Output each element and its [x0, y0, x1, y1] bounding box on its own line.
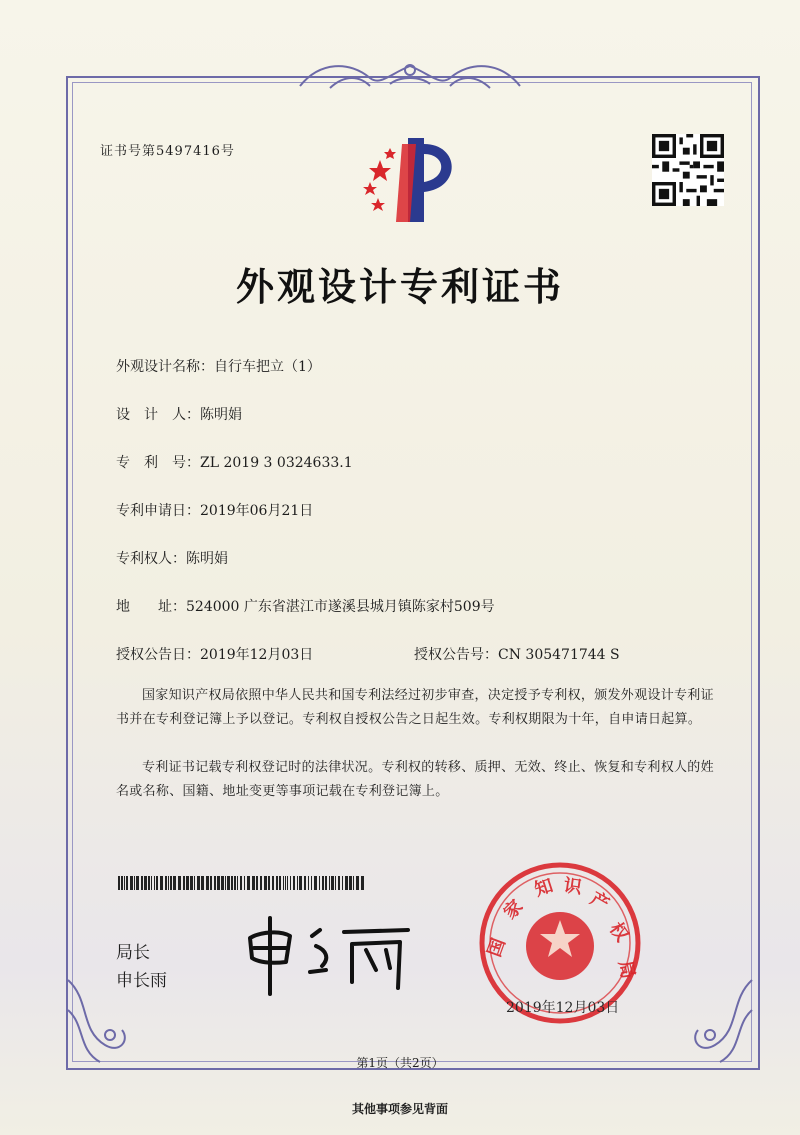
director-title: 局长 [116, 943, 150, 963]
grant-number-value: CN 305471744 S [498, 647, 620, 663]
legal-status-paragraph: 专利证书记载专利权登记时的法律状况。专利权的转移、质押、无效、终止、恢复和专利权人的姓名或名称、国籍、地址变更等事项记载在专利登记簿上。 [116, 760, 714, 799]
design-name-label: 外观设计名称： [116, 359, 214, 375]
patentee-row [116, 548, 228, 568]
certificate-title: 外观设计专利证书 [235, 264, 564, 309]
filing-date-label: 专利申请日： [116, 503, 200, 519]
filing-date-row [116, 500, 313, 520]
director-name: 申长雨 [116, 971, 167, 991]
patentee-value: 陈明娟 [186, 551, 228, 567]
svg-text:局: 局 [614, 958, 639, 981]
address-value: 524000 广东省湛江市遂溪县城月镇陈家村509号 [186, 599, 495, 615]
top-ornament [290, 56, 530, 96]
cnipa-emblem-logo [350, 130, 470, 230]
address-row [116, 596, 495, 616]
address-label: 地 址： [116, 599, 186, 615]
svg-text:识: 识 [562, 875, 584, 899]
designer-value: 陈明娟 [200, 407, 242, 423]
certificate-number: 证书号第5497416号 [100, 144, 235, 159]
grant-number-row [414, 644, 620, 664]
grant-date-row [116, 644, 313, 664]
patent-number-row [116, 452, 353, 472]
svg-text:家: 家 [499, 895, 528, 924]
seal-date: 2019年12月03日 [506, 1000, 620, 1016]
svg-text:知: 知 [532, 875, 556, 901]
page-number: 第1页（共2页） [356, 1056, 444, 1070]
grant-date-label: 授权公告日： [116, 647, 200, 663]
grant-date-value: 2019年12月03日 [200, 647, 314, 663]
director-signature [240, 910, 420, 1000]
barcode [118, 876, 368, 890]
patentee-label: 专利权人： [116, 551, 186, 567]
svg-text:产: 产 [586, 888, 613, 916]
qr-code [652, 134, 724, 206]
filing-date-value: 2019年06月21日 [200, 503, 314, 519]
grant-number-label: 授权公告号： [414, 647, 498, 663]
grant-statement-paragraph: 国家知识产权局依照中华人民共和国专利法经过初步审查，决定授予专利权，颁发外观设计专利证书并在专利登记簿上予以登记。专利权自授权公告之日起生效。专利权期限为十年，自申请日起算。 [116, 688, 714, 727]
designer-label: 设 计 人： [116, 407, 200, 423]
design-name-value: 自行车把立（1） [214, 359, 321, 375]
patent-number-value: ZL 2019 3 0324633.1 [200, 455, 353, 471]
designer-row [116, 404, 242, 424]
footer-note: 其他事项参见背面 [351, 1102, 448, 1116]
patent-number-label: 专 利 号： [116, 455, 200, 471]
svg-text:国: 国 [483, 935, 510, 960]
design-name-row [116, 356, 321, 376]
svg-text:权: 权 [604, 918, 633, 946]
